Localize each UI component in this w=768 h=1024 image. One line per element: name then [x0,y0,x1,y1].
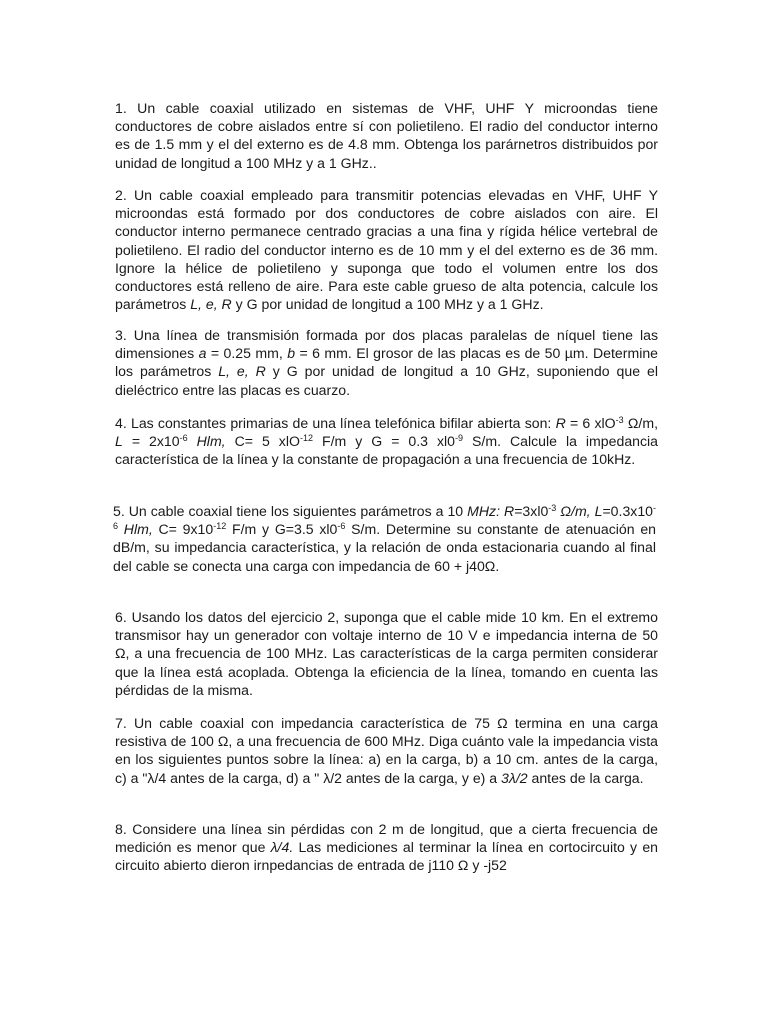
problem-5-var-l: L [594,503,603,519]
problem-8-wavelength: λ/4. [270,839,294,856]
problem-4 [115,414,658,469]
problem-4-text-b: = 6 xlO [565,415,616,431]
problem-5-mhz: MHz: R [467,503,515,519]
problem-2 [115,186,658,313]
problem-7 [115,714,658,787]
problem-7-text-a: 7. Un cable coaxial con impedancia característica de 75 Ω termina en una carga resistiva de 100 Ω, a una frecuencia de 600 MHz. Diga cuánto vale la impedancia vista en los siguientes puntos sobre la línea: a) en la carga, b) a 10 cm. antes de la carga, c) a "λ/4 antes de la carga, d) a " λ/2 antes de la carga, y e) a [115,715,658,786]
problem-5-exp-4: -6 [337,521,346,532]
problem-2-text-a: 2. Un cable coaxial empleado para transmitir potencias elevadas en VHF, UHF Y microondas está formado por dos conductores de cobre aislados con aire. El conductor interno permanece centrado gracias a una fina y rígida hélice vertebral de polietileno. El radio del conductor interno es de 10 mm y el del externo es de 36 mm. Ignore la hélice de polietileno y suponga que todo el volumen entre los dos conductores está relleno de aire. Para este cable grueso de alta potencia, calcule los parámetros [115,187,658,313]
problem-4-text-g: F/m y G = 0.3 xl0 [312,433,456,450]
problem-4-text-f: C= 5 xlO [225,433,300,450]
problem-5-unit-hlm: Hlm, [118,521,153,538]
problem-3-text-c: = 6 mm. El grosor de las placas es de 50 µm. Determine los parámetros [115,345,658,380]
problem-4-text-c: Ω/m, [623,415,658,431]
problem-4-exp-1: -3 [615,415,624,425]
problem-1: 1. Un cable coaxial utilizado en sistemas de VHF, UHF Y microondas tiene conductores de cobre aislados entre sí con polietileno. El radio del conductor interno es de 1.5 mm y el del externo es de 4.8 mm. Obtenga los parárnetros distribuidos por unidad de longitud a 100 MHz y a 1 GHz.. [115,100,658,171]
problem-4-exp-3: -12 [299,433,313,444]
problem-8-text-b: Las mediciones al terminar la línea en cortocircuito y en circuito abierto dieron irnpedancias de entrada de j110 Ω y -j52 [115,839,658,874]
problem-5-text-f: F/m y G=3.5 xl0 [226,521,338,538]
problem-3-text-b: = 0.25 mm, [206,345,288,362]
problem-4-unit-hlm: Hlm, [187,433,226,450]
problem-5-text-c: =0.3x10 [602,503,653,519]
problem-5-exp-1: -3 [548,503,557,513]
problem-3 [115,326,658,399]
problem-4-exp-4: -9 [455,433,464,444]
problem-3-text-d: y G por unidad de longitud a 10 GHz, suponiendo que el dieléctrico entre las placas es cuarzo. [115,363,658,398]
problem-7-text-b: antes de la carga. [527,769,644,786]
problem-4-var-l: L [115,433,123,450]
problem-7-wavelength: 3λ/2 [501,769,528,786]
problem-5-exp-3: -12 [213,521,227,532]
problem-3-var-b: b [287,345,296,362]
problem-5-exp-2: -6 [113,503,656,532]
problem-8-text-a: 8. Considere una línea sin pérdidas con 2 m de longitud, que a cierta frecuencia de medición es menor que [115,821,658,856]
problem-4-text-a: 4. Las constantes primarias de una línea telefónica bifilar abierta son: [115,415,556,431]
problem-2-params: L, e, R [190,296,232,313]
problem-5-text-g: S/m. Determine su constante de atenuación en dB/m, su impedancia característica, y la relación de onda estacionaria cuando al final del cable se conecta una carga con impedancia de 60 + j40Ω. [113,521,656,574]
problem-4-exp-2: -6 [179,433,188,444]
problem-5-unit-ohm: Ω/m, [556,503,591,519]
problem-5 [113,502,656,575]
problem-5-text-d: C= 9x10 [152,521,214,538]
problem-3-text-a: 3. Una línea de transmisión formada por dos placas paralelas de níquel tiene las dimensiones [115,327,658,362]
problem-8 [115,820,658,875]
problem-3-var-a: a [198,345,207,362]
problem-2-text-b: y G por unidad de longitud a 100 MHz y a 1 GHz. [231,296,544,313]
problem-4-text-h: S/m. Calcule la impedancia característica de la línea y la constante de propagación a una frecuencia de 10kHz. [115,433,659,468]
problem-4-var-r: R [555,415,566,431]
problem-5-text-a: 5. Un cable coaxial tiene los siguientes parámetros a 10 [113,503,468,519]
problem-3-params: L, e, R [218,363,266,380]
problem-4-text-d: = 2x10 [122,433,180,450]
problem-6: 6. Usando los datos del ejercicio 2, suponga que el cable mide 10 km. En el extremo transmisor hay un generador con voltaje interno de 10 V e impedancia interna de 50 Ω, a una frecuencia de 100 MHz. Las características de la carga permiten considerar que la línea está acoplada. Obtenga la eficiencia de la línea, tomando en cuenta las pérdidas de la misma. [115,609,658,698]
problem-5-text-b: =3xl0 [514,503,549,519]
